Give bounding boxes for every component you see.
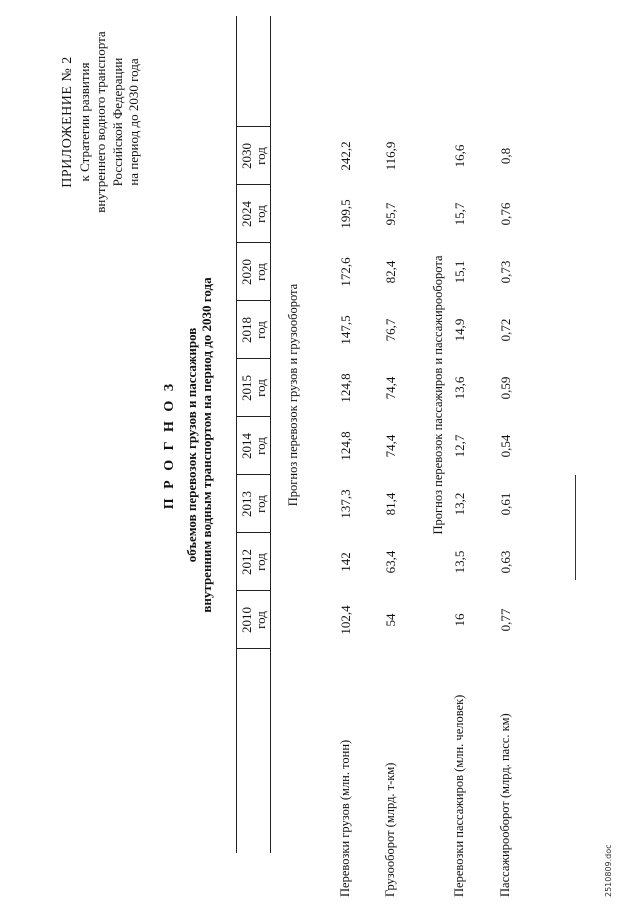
header-year: 2013 [239, 491, 254, 517]
appendix-number: ПРИЛОЖЕНИЕ № 2 [60, 56, 75, 188]
section-heading-cargo: Прогноз перевозок грузов и грузооборота [286, 283, 300, 507]
table-column-divider [236, 590, 270, 591]
row-label-cargo-turnover: Грузооборот (млрд. т-км) [383, 762, 397, 897]
header-year: 2014 [239, 433, 254, 459]
title-main: П Р О Г Н О З [162, 380, 177, 510]
document-reference: 2510809.doc [604, 844, 613, 897]
table-cell: 147,5 [338, 315, 353, 345]
table-cell: 0,8 [498, 147, 513, 165]
table-column-divider [236, 358, 270, 359]
title-subtitle: объемов перевозок грузов и пассажиров [184, 327, 199, 563]
appendix-line: внутреннего водного транспорта [93, 31, 108, 213]
table-cell: 102,4 [338, 605, 353, 635]
column-header-year [240, 368, 268, 408]
table-column-divider [236, 300, 270, 301]
table-column-divider [236, 416, 270, 417]
table-cell: 0,61 [498, 492, 513, 516]
table-cell: 16 [452, 613, 467, 627]
table-cell: 172,6 [338, 257, 353, 287]
appendix-line: на период до 2030 года [126, 58, 141, 186]
table-column-divider [236, 474, 270, 475]
header-year: 2030 [239, 143, 254, 169]
header-year: 2010 [239, 607, 254, 633]
row-label-passenger-turnover: Пассажирооборот (млрд. пасс. км) [498, 713, 512, 897]
table-cell: 0,76 [498, 202, 513, 226]
header-year: 2015 [239, 375, 254, 401]
header-unit: год [253, 611, 268, 629]
table-cell: 124,8 [338, 373, 353, 403]
document-title [162, 145, 214, 745]
table-column-divider [236, 184, 270, 185]
table-cell: 82,4 [383, 260, 398, 284]
header-unit: год [253, 437, 268, 455]
table-cell: 81,4 [383, 492, 398, 516]
column-header-year [240, 542, 268, 582]
table-column-divider [236, 532, 270, 533]
table-column-divider [236, 126, 270, 127]
appendix-line: Российской Федерации [109, 57, 125, 187]
header-year: 2018 [239, 317, 254, 343]
table-cell: 142 [338, 552, 353, 572]
header-unit: год [253, 263, 268, 281]
table-cell: 95,7 [383, 202, 398, 226]
column-header-year [240, 194, 268, 234]
table-cell: 199,5 [338, 199, 353, 229]
table-cell: 15,1 [452, 260, 467, 284]
table-cell: 74,4 [383, 376, 398, 400]
table-cell: 15,7 [452, 202, 467, 226]
row-label-passengers: Перевозки пассажиров (млн. человек) [452, 694, 466, 897]
table-cell: 0,54 [498, 434, 513, 458]
table-cell: 137,3 [338, 489, 353, 519]
header-unit: год [253, 495, 268, 513]
section-heading-passengers: Прогноз перевозок пассажиров и пассажирооборота [431, 255, 445, 535]
table-header-border [270, 16, 271, 853]
row-label-cargo: Перевозки грузов (млн. тонн) [338, 739, 352, 897]
appendix-line: к Стратегии развития [76, 62, 92, 182]
table-cell: 12,7 [452, 434, 467, 458]
table-cell: 0,72 [498, 318, 513, 342]
table-top-border [236, 16, 237, 853]
table-column-divider [236, 242, 270, 243]
column-header-year [240, 252, 268, 292]
table-cell: 76,7 [383, 318, 398, 342]
table-cell: 13,5 [452, 550, 467, 574]
header-year: 2020 [239, 259, 254, 285]
column-header-year [240, 310, 268, 350]
table-cell: 0,59 [498, 376, 513, 400]
table-cell: 63,4 [383, 550, 398, 574]
appendix-header [60, 7, 143, 237]
signature-line [575, 475, 576, 580]
header-year: 2024 [239, 201, 254, 227]
table-cell: 242,2 [338, 141, 353, 171]
header-unit: год [253, 147, 268, 165]
column-header-year [240, 136, 268, 176]
table-cell: 0,63 [498, 550, 513, 574]
table-cell: 116,9 [383, 141, 398, 171]
column-header-year [240, 600, 268, 640]
table-cell: 124,8 [338, 431, 353, 461]
table-cell: 16,6 [452, 144, 467, 168]
title-subtitle: внутренним водным транспортом на период до 2030 года [199, 277, 214, 613]
table-cell: 0,77 [498, 608, 513, 632]
header-unit: год [253, 321, 268, 339]
table-cell: 74,4 [383, 434, 398, 458]
column-header-year [240, 426, 268, 466]
header-unit: год [253, 205, 268, 223]
table-cell: 54 [383, 613, 398, 627]
header-unit: год [253, 379, 268, 397]
header-year: 2012 [239, 549, 254, 575]
table-column-divider [236, 648, 270, 649]
table-cell: 13,2 [452, 492, 467, 516]
table-cell: 13,6 [452, 376, 467, 400]
header-unit: год [253, 553, 268, 571]
table-cell: 0,73 [498, 260, 513, 284]
table-cell: 14,9 [452, 318, 467, 342]
column-header-year [240, 484, 268, 524]
